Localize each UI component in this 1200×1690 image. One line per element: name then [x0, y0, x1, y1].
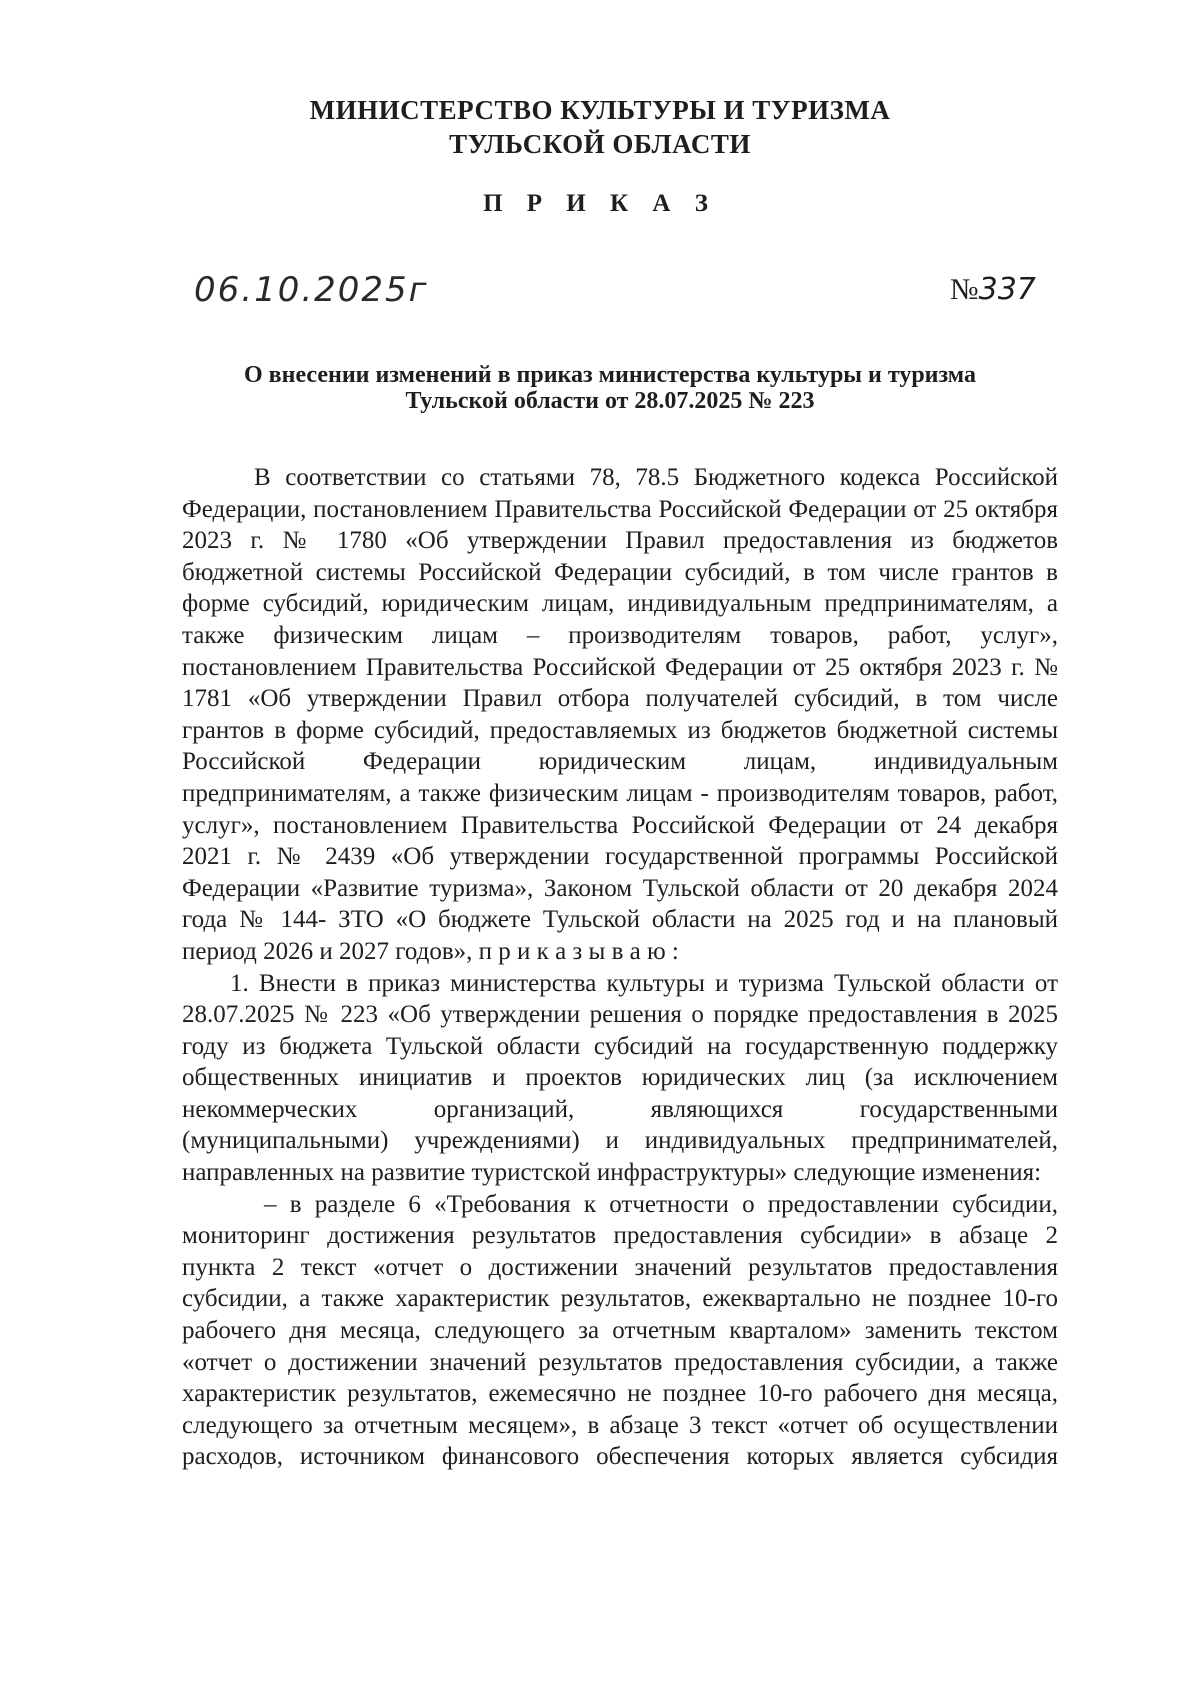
document-type-title: П Р И К А З: [483, 190, 717, 217]
item-1-paragraph: 1. Внести в приказ министерства культуры и туризма Тульской области от 28.07.2025 № 223 «Об утверждении решения о порядке предоставления в 2025 году из бюджета Тульской области субсидий на государственную поддержку общественных инициатив и проектов юридических лиц (за исключением некоммерческих организаций, являющихся государственными (муниципальными) учреждениями) и индивидуальных предпринимателей, направленных на развитие туристской инфраструктуры» следующие изменения:: [182, 969, 1058, 1187]
order-subject: [180, 362, 1040, 414]
order-subject-line2: Тульской области от 28.07.2025 № 223: [405, 388, 815, 414]
handwritten-order-date: 06.10.2025г: [194, 270, 429, 310]
item-1-subitem-paragraph: – в разделе 6 «Требования к отчетности о предоставлении субсидии, мониторинг достижения результатов предоставления субсидии» в абзаце 2 пункта 2 текст «отчет о достижении значений результатов предоставления субсидии, а также характеристик результатов, ежеквартально не позднее 10-го рабочего дня месяца, следующего за отчетным кварталом» заменить текстом «отчет о достижении значений результатов предоставления субсидии, а также характеристик результатов, ежемесячно не позднее 10-го рабочего дня месяца, следующего за отчетным месяцем», в абзаце 3 текст «отчет об осуществлении расходов, источником финансового обеспечения которых является субсидия: [182, 1190, 1058, 1471]
ministry-name-line1: МИНИСТЕРСТВО КУЛЬТУРЫ И ТУРИЗМА: [309, 95, 891, 125]
handwritten-order-number: 337: [978, 272, 1036, 307]
ministry-name-line2: ТУЛЬСКОЙ ОБЛАСТИ: [449, 129, 751, 159]
order-body: [182, 462, 1058, 1473]
order-number: [950, 272, 1036, 307]
order-subject-line1: О внесении изменений в приказ министерства культуры и туризма: [244, 362, 976, 388]
order-number-label: №: [950, 273, 979, 306]
preamble-paragraph: В соответствии со статьями 78, 78.5 Бюджетного кодекса Российской Федерации, постановлением Правительства Российской Федерации от 25 октября 2023 г. № 1780 «Об утверждении Правил предоставления из бюджетов бюджетной системы Российской Федерации субсидий, в том числе грантов в форме субсидий, юридическим лицам, индивидуальным предпринимателям, а также физическим лицам – производителям товаров, работ, услуг», постановлением Правительства Российской Федерации от 25 октября 2023 г. № 1781 «Об утверждении Правил отбора получателей субсидий, в том числе грантов в форме субсидий, предоставляемых из бюджетов бюджетной системы Российской Федерации юридическим лицам, индивидуальным предпринимателям, а также физическим лицам - производителям товаров, работ, услуг», постановлением Правительства Российской Федерации от 24 декабря 2021 г. № 2439 «Об утверждении государственной программы Российской Федерации «Развитие туризма», Законом Тульской области от 20 декабря 2024 года № 144- ЗТО «О бюджете Тульской области на 2025 год и на плановый период 2026 и 2027 годов», п р и к а з ы в а ю :: [182, 464, 1058, 965]
